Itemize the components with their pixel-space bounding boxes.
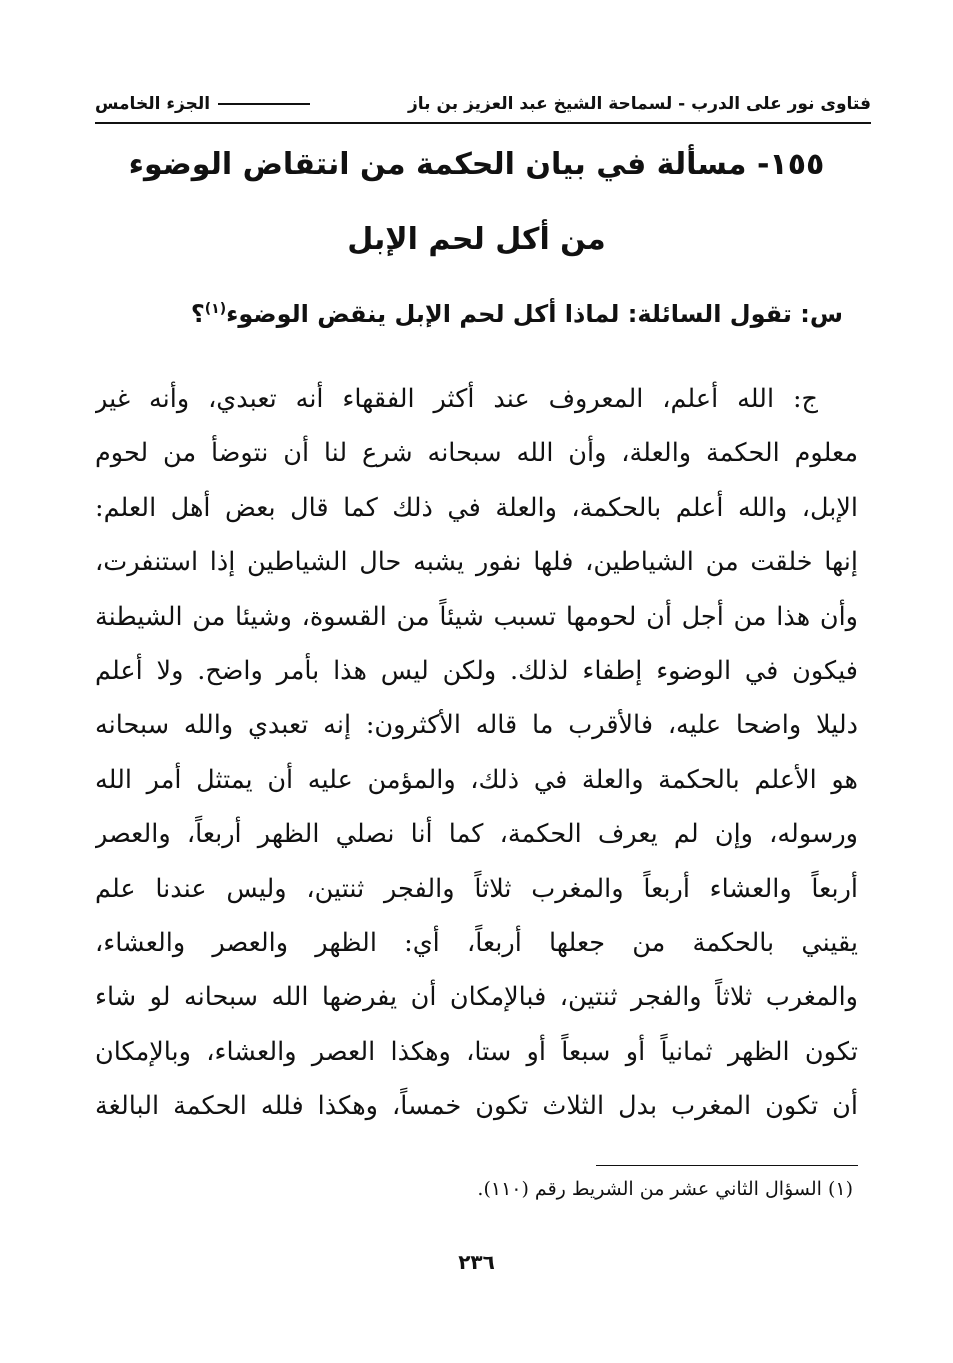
answer-line: والمغرب ثلاثاً والفجر ثنتين، فبالإمكان أن يفرضها الله سبحانه لو شاء: [95, 982, 858, 1013]
answer-line: ج: الله أعلم، المعروف عند أكثر الفقهاء أنه تعبدي، وأنه غير: [95, 384, 818, 414]
answer-line: دليلا واضحا عليه، فالأقرب ما قاله الأكثرون: إنه تعبدي والله سبحانه: [95, 710, 858, 741]
book-title: فتاوى نور على الدرب - لسماحة الشيخ عبد العزيز بن باز: [408, 94, 871, 114]
footnote-ref: (١): [204, 301, 227, 317]
running-header: [95, 86, 871, 124]
question-mark: ؟: [190, 300, 205, 328]
answer-line: الإبل، والله أعلم بالحكمة، والعلة في ذلك كما قال بعض أهل العلم:: [95, 492, 858, 523]
page-number: ٢٣٦: [458, 1250, 495, 1274]
volume-group: [95, 94, 318, 114]
header-dash: [218, 103, 310, 105]
answer-line: هو الأعلم بالحكمة والعلة في ذلك، والمؤمن عليه أن يمتثل أمر الله: [95, 764, 858, 795]
chapter-title-line-1: ١٥٥- مسألة في بيان الحكمة من انتقاض الوضوء: [128, 147, 825, 182]
footnote: (١) السؤال الثاني عشر من الشريط رقم (١١٠).: [477, 1178, 853, 1200]
answer-line: وأن هذا من أجل أن لحومها تسبب شيئاً من القسوة، وشيئا من الشيطنة: [95, 601, 858, 632]
answer-line: أن تكون المغرب بدل الثلاث تكون خمساً، وهكذا فلله الحكمة البالغة: [95, 1091, 858, 1122]
answer-line: معلوم الحكمة والعلة، وأن الله سبحانه شرع لنا أن نتوضأ من لحوم: [95, 438, 858, 469]
footnote-separator: [596, 1165, 858, 1166]
answer-line: فيكون في الوضوء إطفاء لذلك. ولكن ليس هذا بأمر واضح. ولا أعلم: [95, 655, 858, 686]
volume-label: الجزء الخامس: [95, 94, 211, 114]
answer-line: تكون الظهر ثمانياً أو سبعاً أو ستا، وهكذا العصر والعشاء، وبالإمكان: [95, 1036, 858, 1067]
answer-line: أربعاً والعشاء أربعاً والمغرب ثلاثاً والفجر ثنتين، وليس عندنا علم: [95, 873, 858, 904]
question-text: س: تقول السائلة: لماذا أكل لحم الإبل ينقض الوضوء: [226, 300, 843, 328]
answer-line: يقيني بالحكمة من جعلها أربعاً، أي: الظهر والعصر والعشاء،: [95, 927, 858, 958]
chapter-title-line-2: من أكل لحم الإبل: [347, 222, 606, 257]
answer-line: ورسوله، وإن لم يعرف الحكمة، كما أنا نصلي الظهر أربعاً، والعصر: [95, 819, 858, 850]
question: [95, 300, 843, 328]
answer-line: إنها خلقت من الشياطين، فلها نفور يشبه حال الشياطين إذا استنفرت،: [95, 547, 858, 578]
answer-body: [95, 372, 858, 1133]
